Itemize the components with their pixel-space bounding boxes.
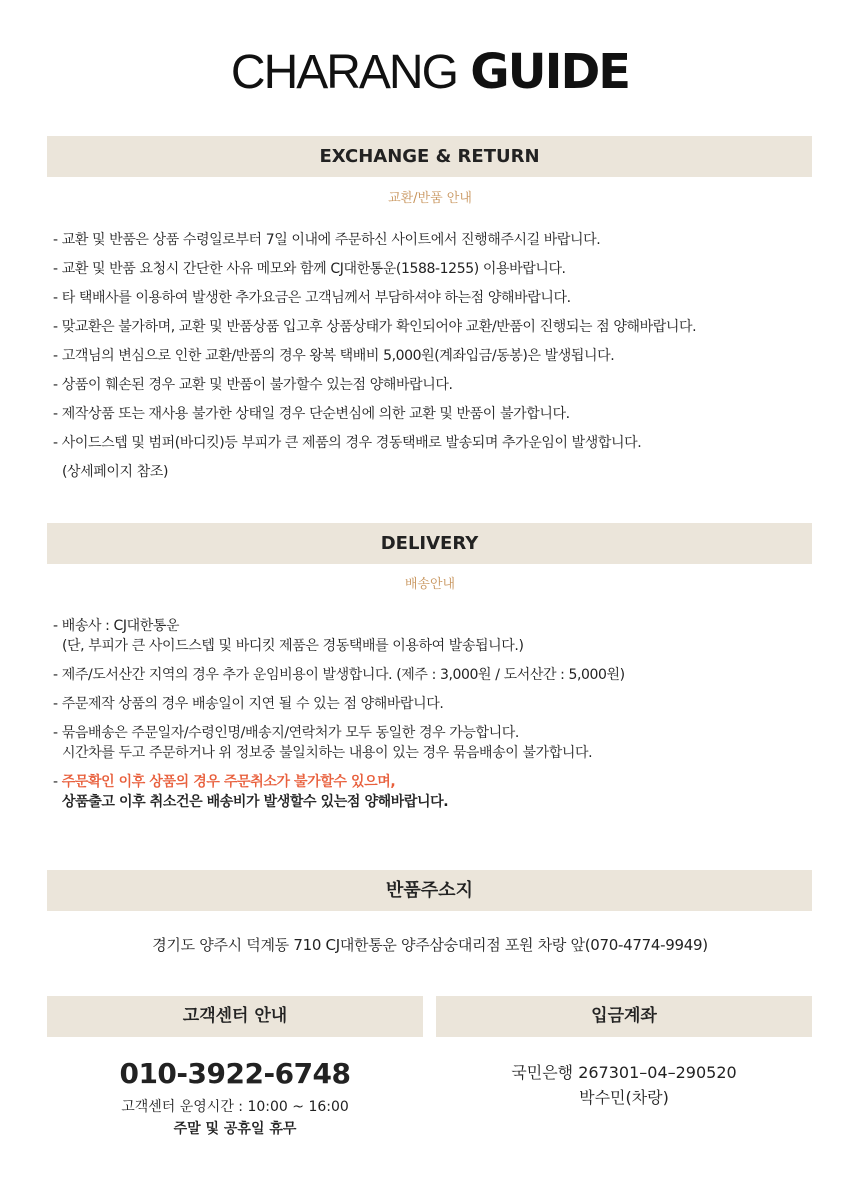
page-title	[0, 42, 860, 103]
list-item: - 사이드스텝 및 범퍼(바디킷)등 부피가 큰 제품의 경우 경동택배로 발송되며 추가운임이 발생합니다.	[53, 435, 642, 451]
cancel-notice-text: 주문확인 이후 상품의 경우 주문취소가 불가할수 있으며,	[61, 774, 396, 790]
operating-hours: 고객센터 운영시간 : 10:00 ~ 16:00	[121, 1099, 349, 1115]
list-item-continuation: 시간차를 두고 주문하거나 위 정보중 불일치하는 내용이 있는 경우 묶음배송이 불가합니다.	[62, 745, 593, 761]
list-item: - 제주/도서산간 지역의 경우 추가 운임비용이 발생합니다. (제주 : 3,000원 / 도서산간 : 5,000원)	[53, 667, 625, 683]
exchange-subheading: 교환/반품 안내	[388, 191, 472, 206]
list-item: - 상품이 훼손된 경우 교환 및 반품이 불가할수 있는점 양해바랍니다.	[53, 377, 453, 393]
bank-account-heading: 입금계좌	[436, 996, 812, 1037]
list-item: - 교환 및 반품 요청시 간단한 사유 메모와 함께 CJ대한통운(1588-1255) 이용바랍니다.	[53, 261, 566, 277]
cancel-notice	[53, 772, 833, 792]
phone-number: 010-3922-6748	[119, 1057, 351, 1090]
cancel-notice-continuation: 상품출고 이후 취소건은 배송비가 발생할수 있는점 양해바랍니다.	[62, 794, 449, 810]
title-bold: GUIDE	[470, 44, 630, 100]
exchange-list	[53, 230, 833, 482]
list-item: - 묶음배송은 주문일자/수령인명/배송지/연락처가 모두 동일한 경우 가능합니다.	[53, 725, 519, 741]
bank-account-info	[436, 1060, 812, 1110]
delivery-subheading: 배송안내	[404, 577, 456, 592]
customer-center-info	[47, 1056, 423, 1140]
list-item: - 제작상품 또는 재사용 불가한 상태일 경우 단순변심에 의한 교환 및 반품이 불가합니다.	[53, 406, 570, 422]
bank-account-number: 국민은행 267301–04–290520	[511, 1063, 737, 1082]
return-address: 경기도 양주시 덕계동 710 CJ대한통운 양주삼숭대리점 포원 차랑 앞(070-4774-9949)	[152, 936, 708, 954]
list-item: - 맞교환은 불가하며, 교환 및 반품상품 입고후 상품상태가 확인되어야 교환/반품이 진행되는 점 양해바랍니다.	[53, 319, 697, 335]
exchange-heading: EXCHANGE & RETURN	[47, 136, 812, 177]
list-item: - 주문제작 상품의 경우 배송일이 지연 될 수 있는 점 양해바랍니다.	[53, 696, 444, 712]
list-item: - 교환 및 반품은 상품 수령일로부터 7일 이내에 주문하신 사이트에서 진행해주시길 바랍니다.	[53, 232, 601, 248]
list-item: - 타 택배사를 이용하여 발생한 추가요금은 고객님께서 부담하셔야 하는점 양해바랍니다.	[53, 290, 571, 306]
list-item: - 고객님의 변심으로 인한 교환/반품의 경우 왕복 택배비 5,000원(계좌입금/동봉)은 발생됩니다.	[53, 348, 615, 364]
delivery-heading: DELIVERY	[47, 523, 812, 564]
cancel-dash: -	[53, 774, 62, 790]
account-holder: 박수민(차랑)	[579, 1088, 669, 1107]
return-address-heading: 반품주소지	[47, 870, 812, 911]
list-item-continuation: (상세페이지 참조)	[62, 464, 169, 480]
list-item-continuation: (단, 부피가 큰 사이드스텝 및 바디킷 제품은 경동택배를 이용하여 발송됩니다.)	[62, 638, 524, 654]
delivery-list	[53, 616, 833, 812]
title-light: CHARANG	[230, 46, 457, 99]
customer-center-heading: 고객센터 안내	[47, 996, 423, 1037]
list-item: - 배송사 : CJ대한통운	[53, 618, 180, 634]
holiday-notice: 주말 및 공휴일 휴무	[173, 1121, 297, 1137]
